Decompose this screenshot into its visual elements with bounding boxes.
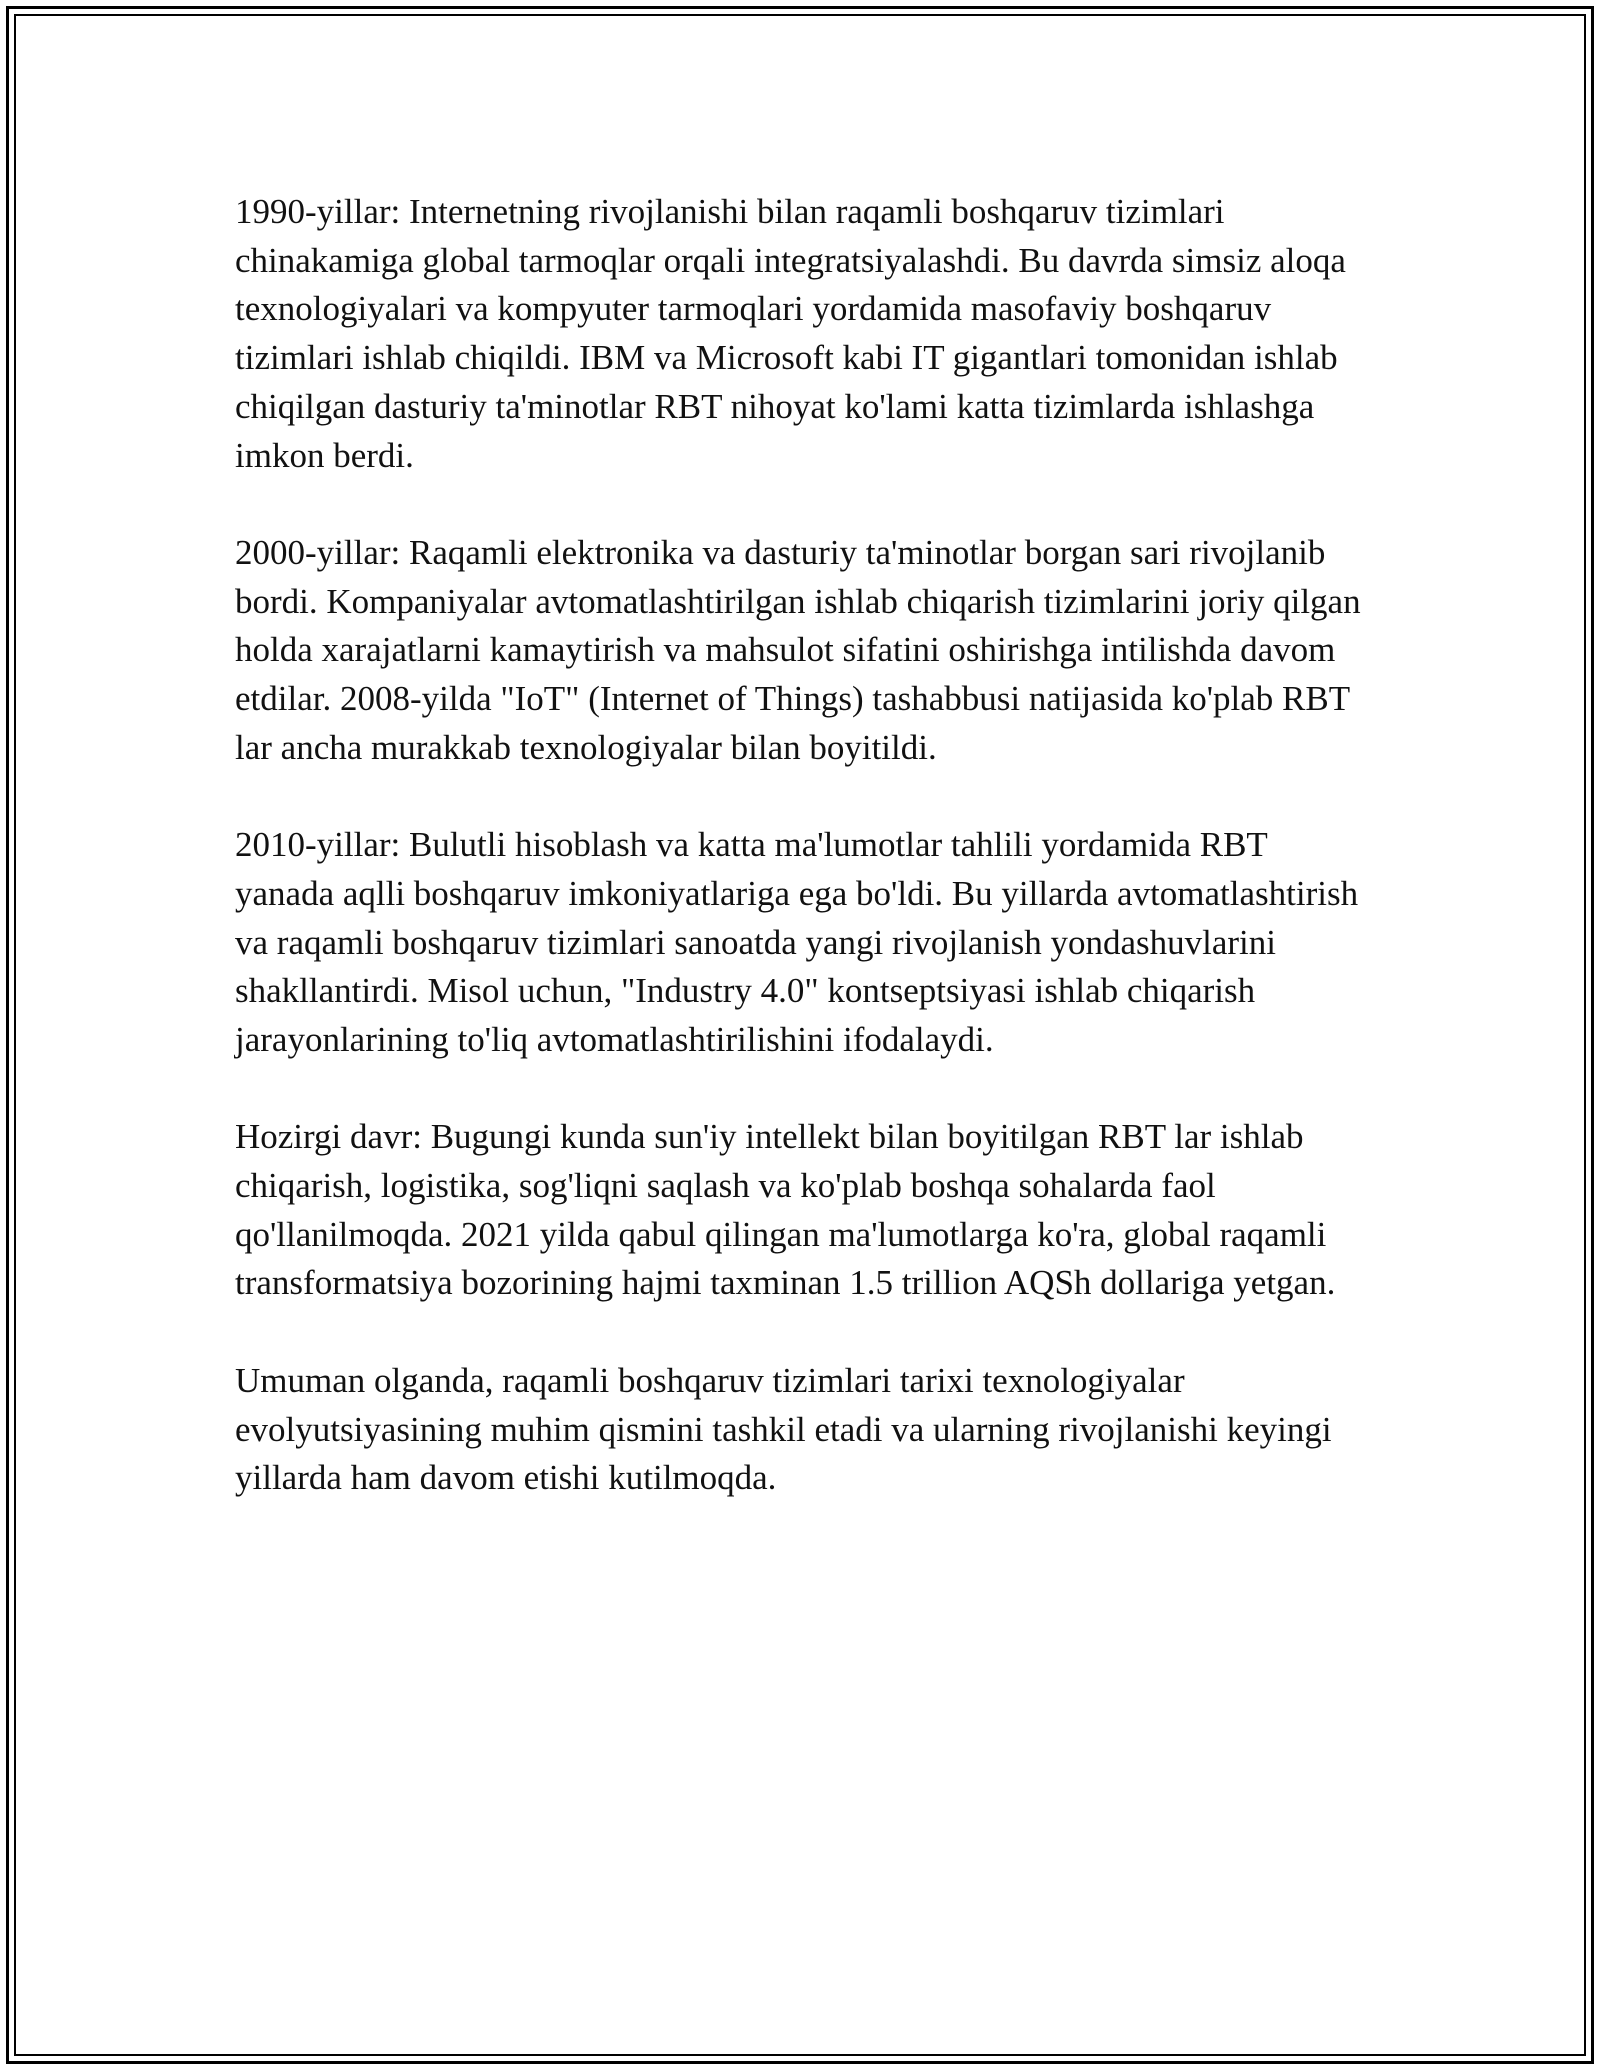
- document-body: [235, 188, 1375, 1552]
- paragraph-2000s: 2000-yillar: Raqamli elektronika va dasturiy ta'minotlar borgan sari rivojlanib bordi. Kompaniyalar avtomatlashtirilgan ishlab chiqarish tizimlarini joriy qilgan holda xarajatlarni kamaytirish va mahsulot sifatini oshirishga intilishda davom etdilar. 2008-yilda "IoT" (Internet of Things) tashabbusi natijasida ko'plab RBT lar ancha murakkab texnologiyalar bilan boyitildi.: [235, 532, 1361, 767]
- paragraph-1990s: 1990-yillar: Internetning rivojlanishi bilan raqamli boshqaruv tizimlari chinakamiga global tarmoqlar orqali integratsiyalashdi. Bu davrda simsiz aloqa texnologiyalari va kompyuter tarmoqlari yordamida masofaviy boshqaruv tizimlari ishlab chiqildi. IBM va Microsoft kabi IT gigantlari tomonidan ishlab chiqilgan dasturiy ta'minotlar RBT nihoyat ko'lami katta tizimlarda ishlashga imkon berdi.: [235, 192, 1346, 475]
- paragraph-present: Hozirgi davr: Bugungi kunda sun'iy intellekt bilan boyitilgan RBT lar ishlab chiqarish, logistika, sog'liqni saqlash va ko'plab boshqa sohalarda faol qo'llanilmoqda. 2021 yilda qabul qilingan ma'lumotlarga ko'ra, global raqamli transformatsiya bozorining hajmi taxminan 1.5 trillion AQSh dollariga yetgan.: [235, 1117, 1336, 1303]
- paragraph-conclusion: Umuman olganda, raqamli boshqaruv tizimlari tarixi texnologiyalar evolyutsiyasining muhim qismini tashkil etadi va ularning rivojlanishi keyingi yillarda ham davom etishi kutilmoqda.: [235, 1360, 1332, 1498]
- paragraph-2010s: 2010-yillar: Bulutli hisoblash va katta ma'lumotlar tahlili yordamida RBT yanada aqlli boshqaruv imkoniyatlariga ega bo'ldi. Bu yillarda avtomatlashtirish va raqamli boshqaruv tizimlari sanoatda yangi rivojlanish yondashuvlarini shakllantirdi. Misol uchun, "Industry 4.0" kontseptsiyasi ishlab chiqarish jarayonlarining to'liq avtomatlashtirilishini ifodalaydi.: [235, 825, 1359, 1059]
